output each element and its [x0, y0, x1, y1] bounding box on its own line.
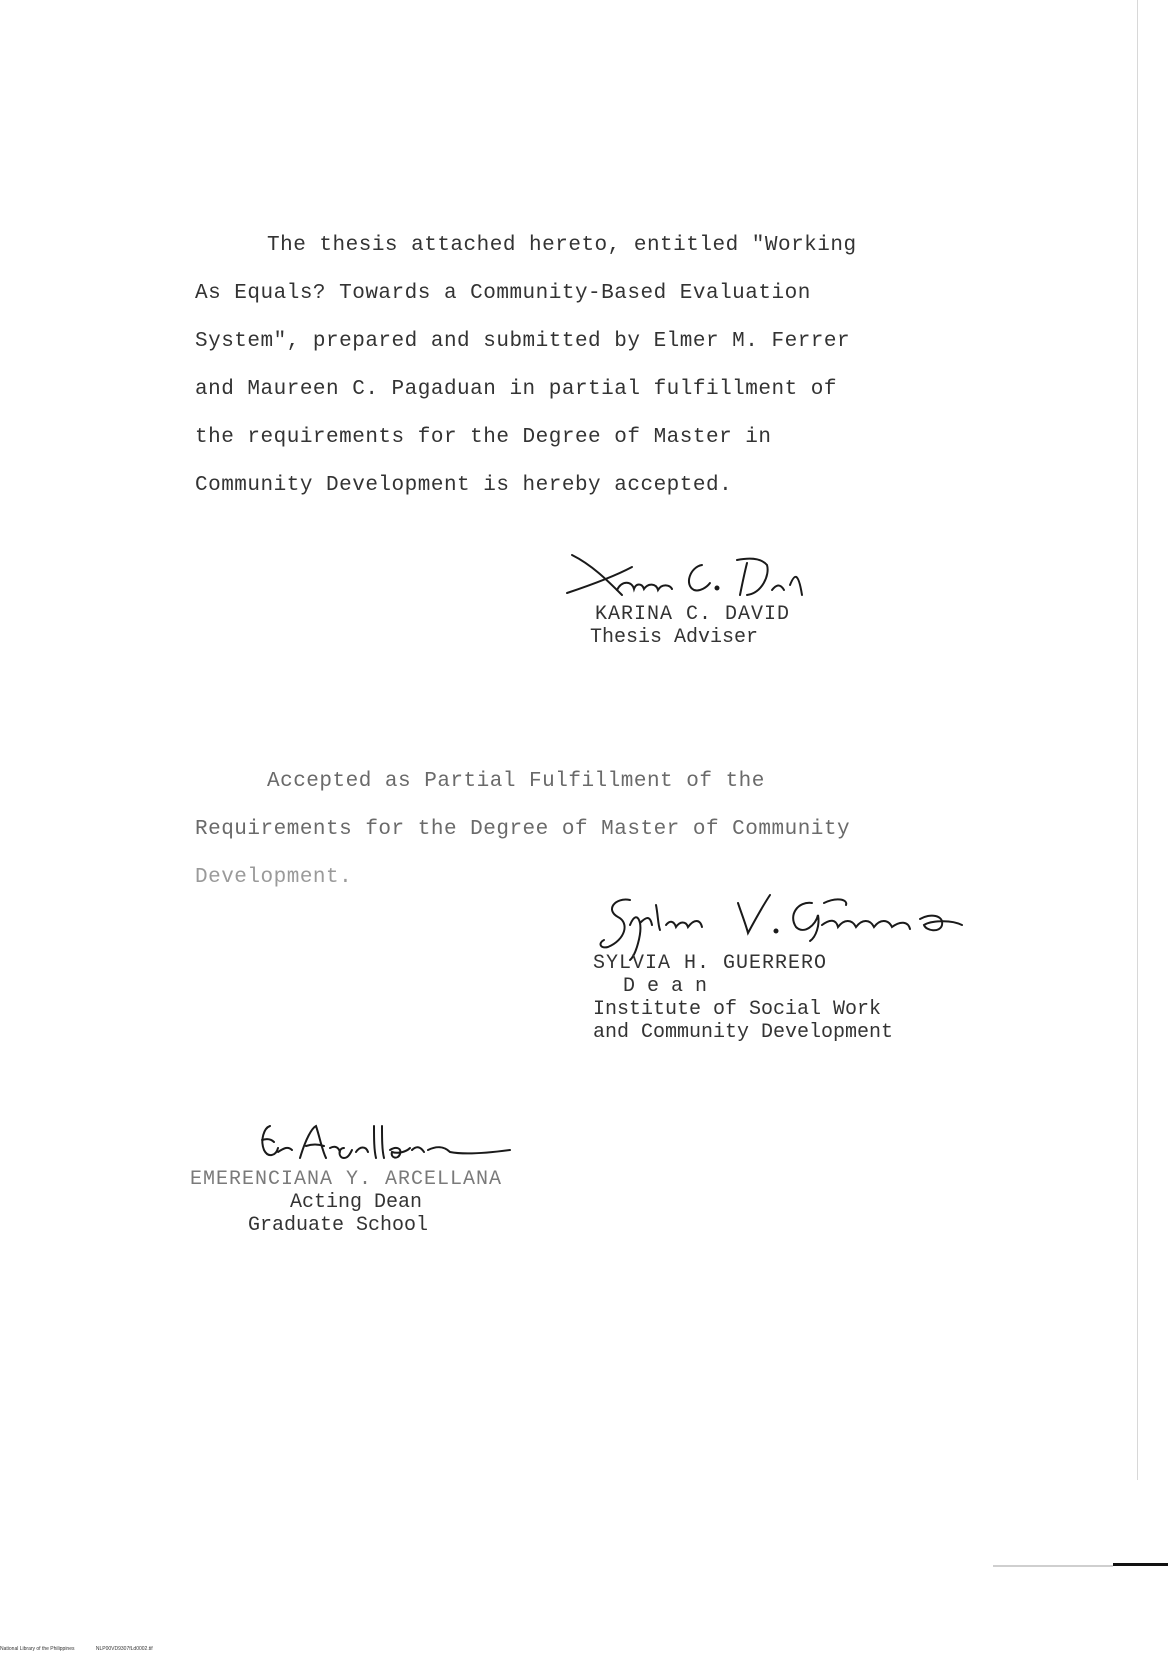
paragraph-line: System", prepared and submitted by Elmer M. Ferrer [195, 330, 851, 353]
paragraph-line: Community Development is hereby accepted. [195, 474, 733, 497]
paragraph-line: and Maureen C. Pagaduan in partial fulfillment of [195, 378, 838, 401]
scan-edge-line [993, 1565, 1113, 1567]
adviser-block [590, 603, 790, 649]
scan-edge-line [1137, 0, 1138, 1480]
file-name: NLP00VD9307fLd0002.tif [95, 1646, 153, 1652]
adviser-name: KARINA C. DAVID [595, 603, 791, 626]
acting-dean-block [190, 1168, 502, 1237]
paragraph-line: Accepted as Partial Fulfillment of the [267, 770, 765, 793]
scan-edge-line [1113, 1563, 1168, 1566]
acting-dean-name: EMERENCIANA Y. ARCELLANA [190, 1168, 503, 1191]
paragraph-line: Development. [195, 866, 353, 889]
dean-institute-line-2: and Community Development [593, 1021, 894, 1044]
paragraph-line: the requirements for the Degree of Master in [195, 426, 772, 449]
dean-institute-line-1: Institute of Social Work [593, 998, 882, 1021]
scan-footer [0, 1646, 173, 1652]
adviser-title: Thesis Adviser [590, 626, 759, 649]
acting-dean-title: Acting Dean [290, 1191, 423, 1214]
acceptance-paragraph [195, 222, 935, 510]
paragraph-line: As Equals? Towards a Community-Based Evaluation [195, 282, 811, 305]
dean-name: SYLVIA H. GUERRERO [593, 952, 828, 975]
paragraph-line: Requirements for the Degree of Master of Community [195, 818, 851, 841]
acting-dean-unit: Graduate School [248, 1214, 429, 1237]
acceptance-paragraph-2 [195, 758, 935, 902]
library-credit: National Library of the Philippines [0, 1646, 75, 1652]
dean-block [593, 952, 893, 1044]
paragraph-line: The thesis attached hereto, entitled "Working [267, 234, 857, 257]
dean-title: D e a n [623, 975, 708, 998]
